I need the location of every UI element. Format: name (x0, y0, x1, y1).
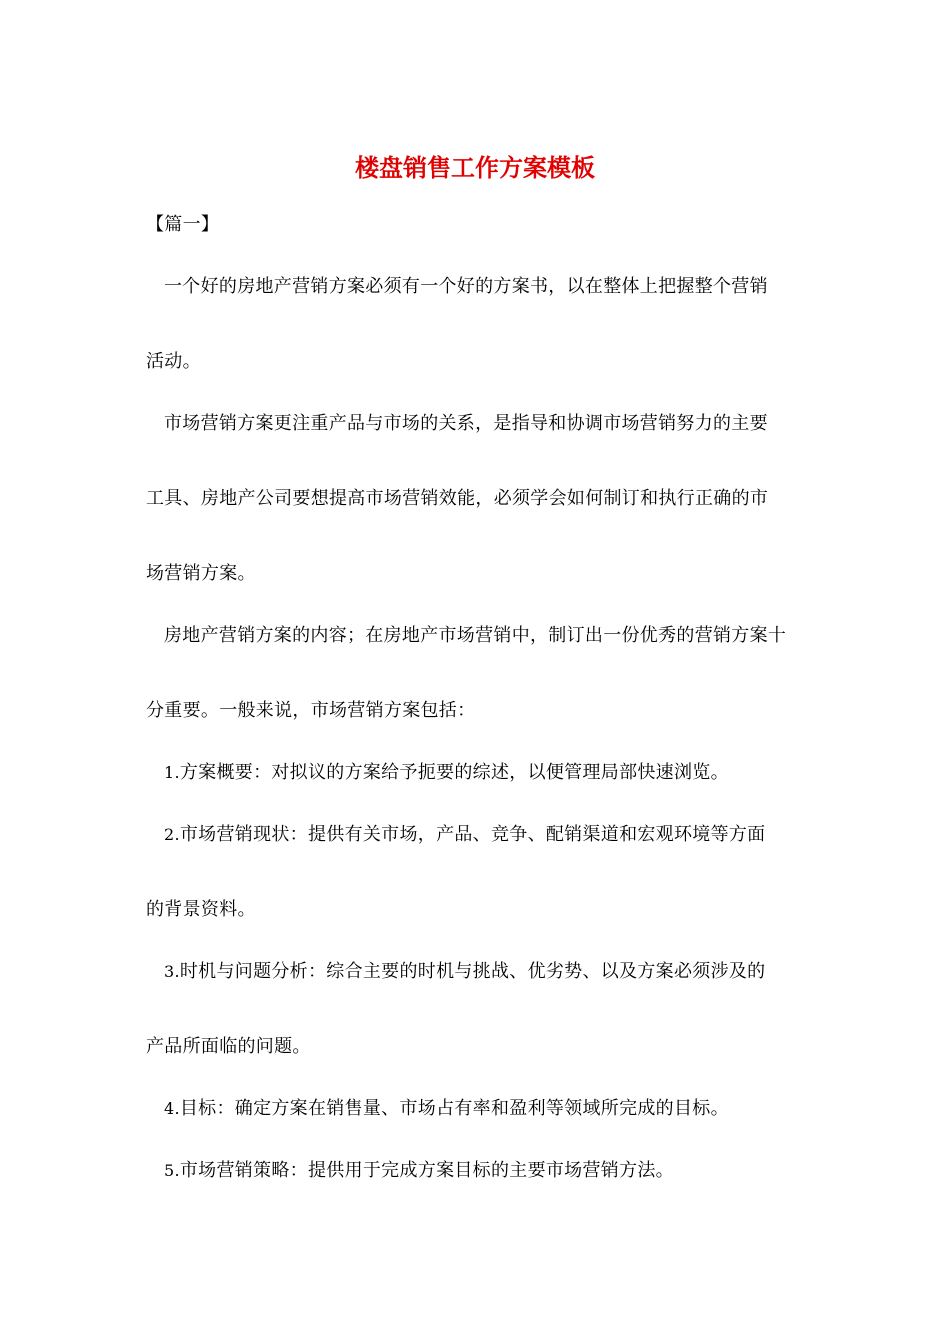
list-number: 2. (164, 825, 180, 844)
list-text: 目标：确定方案在销售量、市场占有率和盈利等领域所完成的目标。 (179, 1098, 729, 1119)
paragraph-line: 活动。 (146, 351, 201, 372)
paragraph-line: 场营销方案。 (146, 563, 256, 584)
list-item (164, 1157, 674, 1185)
list-item (164, 759, 729, 787)
paragraph-line: 工具、房地产公司要想提高市场营销效能，必须学会如何制订和执行正确的市 (146, 488, 769, 509)
paragraph-line: 分重要。一般来说，市场营销方案包括： (146, 700, 476, 721)
list-number: 4. (164, 1099, 180, 1118)
list-number: 3. (164, 962, 180, 981)
list-text: 方案概要：对拟议的方案给予扼要的综述，以便管理局部快速浏览。 (179, 762, 729, 783)
list-item (164, 958, 765, 986)
paragraph-line: 的背景资料。 (146, 899, 256, 920)
paragraph-line: 一个好的房地产营销方案必须有一个好的方案书，以在整体上把握整个营销 (164, 276, 768, 297)
list-text: 市场营销策略：提供用于完成方案目标的主要市场营销方法。 (179, 1160, 674, 1181)
list-text: 市场营销现状：提供有关市场，产品、竞争、配销渠道和宏观环境等方面 (179, 824, 766, 845)
paragraph-line: 市场营销方案更注重产品与市场的关系，是指导和协调市场营销努力的主要 (164, 413, 768, 434)
paragraph-line: 房地产营销方案的内容；在房地产市场营销中，制订出一份优秀的营销方案十 (164, 625, 787, 646)
list-number: 1. (164, 763, 180, 782)
list-number: 5. (164, 1161, 180, 1180)
section-label: 【篇一】 (146, 214, 220, 235)
document-title: 楼盘销售工作方案模板 (355, 154, 595, 182)
list-item (164, 1095, 729, 1123)
list-item (164, 821, 765, 849)
paragraph-line: 产品所面临的问题。 (146, 1036, 311, 1057)
list-text: 时机与问题分析：综合主要的时机与挑战、优劣势、以及方案必须涉及的 (179, 961, 766, 982)
